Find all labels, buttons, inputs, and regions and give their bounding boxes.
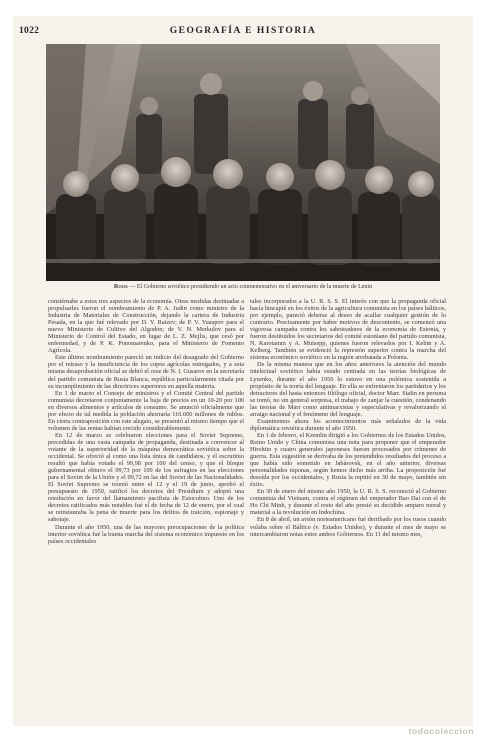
photo-illustration	[46, 44, 440, 281]
paragraph: Este último nombramiento pareció un indicio del desagrado del Gobierno por el retraso y la insuficiencia de los cupos agrícolas entregados, y a esta misma desaprobación oficial se debió el cese de N. I. Gusarov en la secretaría del partido comunista de Rusia Blanca, república particularmente citada por su incumplimiento de las directrices superiores en aquella materia.	[48, 354, 244, 390]
paragraph: En 1 de marzo el Consejo de ministros y el Comité Central del partido comunista decretaron conjuntamente la baja de precios en un 10-20 por 100 en diversos alimentos y artículos de consumo. Se anunció oficialmente que por efecto de tal medida la población ahorraría 110.000 millones de rublos. En cierta contraposición con este alegato, se presentó al mismo tiempo que el volumen de las rentas habían crecido considerablemente.	[48, 389, 244, 432]
text-column-right	[250, 298, 446, 538]
paragraph: En 30 de enero del mismo año 1950, la U. R. S. S. reconoció al Gobierno comunista del Vietnam, contra el régimen del emperador Bao Dai con el de Ho Chi Minh, y durante el resto del año prestó su decidido amparo moral y material a la revolución en Indochina.	[250, 488, 446, 517]
paragraph: En 8 de abril, un avión norteamericano fué derribado por los rusos cuando volaba sobre el Báltico (v. Estados Unidos), y durante el mes de mayo se intercambiaron notas entre ambos Gobiernos. En 11 del mismo mes,	[250, 516, 446, 538]
photo-caption	[43, 284, 443, 290]
paragraph: En 12 de marzo se celebraron elecciones para el Soviet Supremo, precedidas de una vasta campaña de propaganda, destinada a convencer al votante de la superioridad de la máquina democrática soviética sobre la occidental. Se ofreció al como una lista única de candidatos, y el escrutinio resultó que había votado el 99,98 por 100 del censo, y que el bloque gubernamental obtuvo el 99,73 por 100 de los sufragios en las elecciones para el Soviet de la Unión y el 99,72 en las del Soviet de las Nacionalidades. El Soviet Supremo se reunió entre el 12 y el 19 de junio, aprobó el presupuesto de 1950, ratificó los decretos del Presidium y adoptó una resolución en favor del llamamiento pacifista de Estocolmo. Uno de los decretos ratificados más notables fué el de fecha de 12 de enero, por el cual se reinstauraba la pena de muerte para los delitos de traición, espionaje y sabotaje.	[48, 431, 244, 524]
paragraph: De la misma manera que en los años anteriores la atención del mundo intelectual soviético había estado centrada en las teorías biológicas de Lysenko, durante el año 1950 lo estuvo en una polémica sostenida a propósito de la teoría del lenguaje. En ella se enfrentaron los partidarios y los detractores del hasta entonces filólogo oficial, doctor Marr. Stalin en persona se tomó, no sin general sorpresa, el trabajo de zanjar la cuestión, condenando las teorías de Marr como antimarxistas y especulativas y revalorizando el arraigo nacional y el fenómeno del lenguaje.	[250, 361, 446, 418]
document-page	[13, 16, 473, 726]
running-header	[13, 20, 473, 36]
running-title: GEOGRAFÍA E HISTORIA	[169, 26, 317, 36]
page-number: 1022	[19, 26, 40, 36]
text-column-left	[48, 298, 244, 545]
paragraph: En 1 de febrero, el Kremlin dirigió a los Gobiernos de los Estados Unidos, Reino Unido y China comunista una nota para proponer que el emperador Hirohito y cuatro generales japoneses fueran procesados por crímenes de guerra. Esta sugestión se derivaba de los pretendidos resultados del proceso a que había sido sometido en Jabárovsk, en el año anterior, diversas personalidades niponas, según hemos dicho más arriba. La proposición fué desoída por los occidentales, y Rusia la repitió en 30 de mayo, también sin éxito.	[250, 431, 446, 489]
paragraph: Examinemos ahora los acontecimientos más señalados de la vida diplomática soviética durante el año 1950.	[250, 417, 446, 432]
paragraph: tales incorporados a la U. R. S. S. El interés con que la propaganda oficial hacía hincapié en los éxitos de la agricultura comunista en los países bálticos, por ejemplo, pareció deberse al deseo de acallar cualquier gestión de lo contrario. Precisamente por haber motivos de descontento, se comenzó una vigorosa campaña contra los saboteadores de la economía de Estonia, y fueron destituidos los secretarios del comité estoniano del partido comunista, N. Karotamm y A. Muisepp, quienes fueron relevados por I. Kebin y A. Kelberg. También se evidenció la represión superior contra la marcha del sistema económico soviético en la región arrebatada a Polonia.	[250, 298, 446, 362]
watermark: todocoleccion	[408, 726, 474, 736]
paragraph: Durante el año 1950, una de las mayores preocupaciones de la política interior soviética fué la buena marcha del sistema económico impuesto en los países occidentales	[48, 523, 244, 545]
caption-text: — El Gobierno soviético presidiendo un acto conmemorativo en el aniversario de la muerte de Lenin	[127, 284, 373, 290]
photograph-soviet-government	[46, 44, 440, 281]
paragraph: consiérnabe a estos tres aspectos de la economía. Otras medidas destinadas a propulsarles fueron el nombramiento de P. A. Judin como ministro de la Industria de Materiales de Construcción, dejando la cartera de Industria Pesada, en la que fué relevado por D. Y. Raizev; de P. V. Yusupov para el nuevo Ministerio de Cultivo del Algodón; de V. N. Merkulov para el Ministerio de Control del Estado, en lugar de L. Z. Mejlis, que cesó por enfermedad, y de P. K. Ponomarenko, para el Ministerio de Fomento Agrícola.	[48, 298, 244, 355]
caption-lead: Rusia	[113, 284, 128, 290]
